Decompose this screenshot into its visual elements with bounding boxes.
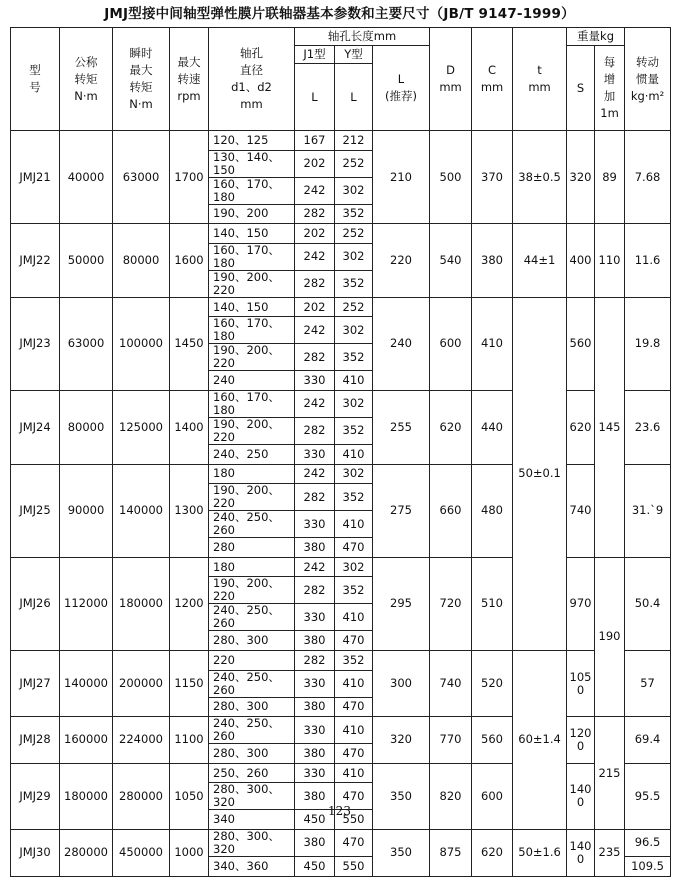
cell-model: JMJ24 xyxy=(11,390,60,464)
cell-l-y: 352 xyxy=(335,577,373,604)
cell-bore: 190、200、220 xyxy=(209,484,295,511)
cell-bore: 220 xyxy=(209,650,295,670)
cell-bore: 280、300 xyxy=(209,631,295,651)
cell-c: 370 xyxy=(472,131,513,224)
cell-l-y: 302 xyxy=(335,177,373,204)
cell-bore: 240 xyxy=(209,371,295,391)
cell-bore: 280 xyxy=(209,538,295,558)
cell-l-j1: 202 xyxy=(295,150,335,177)
cell-max-speed: 1200 xyxy=(170,557,209,650)
cell-per-meter: 110 xyxy=(595,224,625,298)
cell-c: 600 xyxy=(472,763,513,829)
cell-l-j1: 380 xyxy=(295,744,335,764)
cell-per-meter: 235 xyxy=(595,829,625,876)
cell-d: 600 xyxy=(430,297,472,390)
cell-bore: 190、200、220 xyxy=(209,344,295,371)
header-t: t mm xyxy=(513,28,567,131)
cell-c: 480 xyxy=(472,464,513,557)
cell-bore: 190、200、220 xyxy=(209,577,295,604)
cell-l-y: 410 xyxy=(335,371,373,391)
header-l-j1: L xyxy=(295,64,335,131)
cell-peak-torque: 280000 xyxy=(113,763,170,829)
cell-per-meter: 215 xyxy=(595,717,625,830)
cell-l-y: 410 xyxy=(335,604,373,631)
cell-nominal-torque: 160000 xyxy=(60,717,113,764)
cell-bore: 180 xyxy=(209,464,295,484)
cell-s: 560 xyxy=(567,297,595,390)
cell-l-recommended: 240 xyxy=(373,297,430,390)
cell-inertia: 23.6 xyxy=(625,390,671,464)
cell-l-y: 352 xyxy=(335,484,373,511)
table-row xyxy=(11,557,671,577)
cell-d: 820 xyxy=(430,763,472,829)
cell-l-j1: 380 xyxy=(295,783,335,810)
cell-l-j1: 242 xyxy=(295,177,335,204)
cell-l-y: 302 xyxy=(335,464,373,484)
cell-peak-torque: 224000 xyxy=(113,717,170,764)
cell-bore: 190、200、220 xyxy=(209,417,295,444)
cell-l-y: 302 xyxy=(335,243,373,270)
cell-l-j1: 330 xyxy=(295,444,335,464)
table-row xyxy=(11,464,671,484)
cell-inertia: 109.5 xyxy=(625,856,671,876)
coupling-parameter-table xyxy=(10,27,671,877)
cell-max-speed: 1400 xyxy=(170,390,209,464)
header-s: S xyxy=(567,46,595,131)
cell-nominal-torque: 112000 xyxy=(60,557,113,650)
cell-bore: 280、300 xyxy=(209,744,295,764)
cell-max-speed: 1300 xyxy=(170,464,209,557)
cell-t: 50±1.6 xyxy=(513,829,567,876)
cell-bore: 340、360 xyxy=(209,856,295,876)
cell-c: 560 xyxy=(472,717,513,764)
header-l-y: L xyxy=(335,64,373,131)
cell-s: 620 xyxy=(567,390,595,464)
cell-l-recommended: 210 xyxy=(373,131,430,224)
cell-l-j1: 450 xyxy=(295,810,335,830)
page-number: 123 xyxy=(328,804,351,818)
cell-c: 410 xyxy=(472,297,513,390)
table-row xyxy=(11,650,671,670)
header-inertia: 转动 惯量 kg·m² xyxy=(625,28,671,131)
cell-model: JMJ29 xyxy=(11,763,60,829)
cell-l-y: 352 xyxy=(335,650,373,670)
table-row xyxy=(11,131,671,151)
cell-d: 620 xyxy=(430,390,472,464)
cell-d: 500 xyxy=(430,131,472,224)
cell-c: 380 xyxy=(472,224,513,298)
cell-l-recommended: 320 xyxy=(373,717,430,764)
table-row xyxy=(11,297,671,317)
cell-l-recommended: 295 xyxy=(373,557,430,650)
cell-s: 400 xyxy=(567,224,595,298)
cell-t: 60±1.4 xyxy=(513,650,567,829)
cell-bore: 250、260 xyxy=(209,763,295,783)
cell-bore: 160、170、180 xyxy=(209,243,295,270)
cell-peak-torque: 100000 xyxy=(113,297,170,390)
cell-l-j1: 282 xyxy=(295,484,335,511)
cell-s: 105 0 xyxy=(567,650,595,716)
cell-s: 970 xyxy=(567,557,595,650)
table-row xyxy=(11,390,671,417)
cell-nominal-torque: 90000 xyxy=(60,464,113,557)
cell-l-j1: 282 xyxy=(295,577,335,604)
cell-l-j1: 242 xyxy=(295,390,335,417)
cell-model: JMJ26 xyxy=(11,557,60,650)
cell-d: 660 xyxy=(430,464,472,557)
cell-bore: 240、250 xyxy=(209,444,295,464)
cell-l-j1: 330 xyxy=(295,604,335,631)
header-peak-torque: 瞬时 最大 转矩 N·m xyxy=(113,28,170,131)
cell-max-speed: 1450 xyxy=(170,297,209,390)
header-d: D mm xyxy=(430,28,472,131)
cell-l-j1: 167 xyxy=(295,131,335,151)
cell-l-y: 302 xyxy=(335,390,373,417)
cell-nominal-torque: 63000 xyxy=(60,297,113,390)
cell-max-speed: 1150 xyxy=(170,650,209,716)
cell-l-recommended: 275 xyxy=(373,464,430,557)
cell-max-speed: 1700 xyxy=(170,131,209,224)
cell-bore: 120、125 xyxy=(209,131,295,151)
cell-l-y: 352 xyxy=(335,344,373,371)
cell-l-j1: 330 xyxy=(295,717,335,744)
cell-bore: 190、200 xyxy=(209,204,295,224)
cell-l-j1: 282 xyxy=(295,650,335,670)
cell-d: 875 xyxy=(430,829,472,876)
header-j1: J1型 xyxy=(295,46,335,64)
cell-d: 770 xyxy=(430,717,472,764)
cell-l-j1: 282 xyxy=(295,417,335,444)
cell-inertia: 96.5 xyxy=(625,829,671,856)
cell-bore: 160、170、180 xyxy=(209,317,295,344)
cell-l-j1: 242 xyxy=(295,464,335,484)
header-y: Y型 xyxy=(335,46,373,64)
cell-nominal-torque: 180000 xyxy=(60,763,113,829)
cell-l-y: 302 xyxy=(335,317,373,344)
cell-bore: 240、250、260 xyxy=(209,604,295,631)
cell-l-y: 252 xyxy=(335,297,373,317)
cell-l-j1: 330 xyxy=(295,511,335,538)
cell-nominal-torque: 40000 xyxy=(60,131,113,224)
cell-model: JMJ27 xyxy=(11,650,60,716)
header-c: C mm xyxy=(472,28,513,131)
cell-l-j1: 330 xyxy=(295,371,335,391)
cell-d: 740 xyxy=(430,650,472,716)
cell-l-j1: 380 xyxy=(295,631,335,651)
cell-max-speed: 1050 xyxy=(170,763,209,829)
cell-model: JMJ21 xyxy=(11,131,60,224)
cell-bore: 240、250、260 xyxy=(209,670,295,697)
cell-d: 720 xyxy=(430,557,472,650)
cell-l-y: 352 xyxy=(335,270,373,297)
cell-l-y: 470 xyxy=(335,697,373,717)
cell-model: JMJ23 xyxy=(11,297,60,390)
cell-l-y: 410 xyxy=(335,763,373,783)
cell-l-recommended: 350 xyxy=(373,829,430,876)
cell-bore: 180 xyxy=(209,557,295,577)
cell-l-y: 252 xyxy=(335,224,373,244)
cell-s: 740 xyxy=(567,464,595,557)
cell-c: 510 xyxy=(472,557,513,650)
cell-bore: 190、200、220 xyxy=(209,270,295,297)
cell-l-y: 352 xyxy=(335,204,373,224)
table-title: JMJ型接中间轴型弹性膜片联轴器基本参数和主要尺寸（JB/T 9147-1999） xyxy=(104,6,575,22)
cell-nominal-torque: 140000 xyxy=(60,650,113,716)
cell-t: 50±0.1 xyxy=(513,297,567,650)
cell-s: 140 0 xyxy=(567,829,595,876)
cell-peak-torque: 140000 xyxy=(113,464,170,557)
cell-s: 140 0 xyxy=(567,763,595,829)
cell-bore: 140、150 xyxy=(209,224,295,244)
cell-l-j1: 380 xyxy=(295,538,335,558)
cell-bore: 160、170、180 xyxy=(209,390,295,417)
cell-bore: 160、170、180 xyxy=(209,177,295,204)
cell-l-y: 410 xyxy=(335,511,373,538)
cell-model: JMJ28 xyxy=(11,717,60,764)
cell-bore: 140、150 xyxy=(209,297,295,317)
cell-inertia: 11.6 xyxy=(625,224,671,298)
cell-peak-torque: 80000 xyxy=(113,224,170,298)
cell-l-j1: 242 xyxy=(295,557,335,577)
cell-l-y: 302 xyxy=(335,557,373,577)
cell-inertia: 7.68 xyxy=(625,131,671,224)
table-row xyxy=(11,829,671,856)
cell-l-y: 470 xyxy=(335,631,373,651)
cell-nominal-torque: 80000 xyxy=(60,390,113,464)
cell-bore: 280、300 xyxy=(209,697,295,717)
cell-l-j1: 242 xyxy=(295,317,335,344)
cell-l-j1: 450 xyxy=(295,856,335,876)
cell-l-j1: 282 xyxy=(295,204,335,224)
cell-peak-torque: 63000 xyxy=(113,131,170,224)
cell-peak-torque: 200000 xyxy=(113,650,170,716)
cell-inertia: 95.5 xyxy=(625,763,671,829)
cell-inertia: 19.8 xyxy=(625,297,671,390)
cell-nominal-torque: 50000 xyxy=(60,224,113,298)
cell-per-meter: 89 xyxy=(595,131,625,224)
cell-l-y: 410 xyxy=(335,717,373,744)
cell-l-y: 470 xyxy=(335,783,373,810)
cell-c: 520 xyxy=(472,650,513,716)
cell-t: 44±1 xyxy=(513,224,567,298)
cell-l-y: 550 xyxy=(335,856,373,876)
cell-d: 540 xyxy=(430,224,472,298)
cell-l-y: 550 xyxy=(335,810,373,830)
cell-l-recommended: 300 xyxy=(373,650,430,716)
cell-inertia: 31.`9 xyxy=(625,464,671,557)
cell-l-j1: 202 xyxy=(295,224,335,244)
cell-bore: 240、250、260 xyxy=(209,717,295,744)
cell-l-y: 352 xyxy=(335,417,373,444)
cell-peak-torque: 125000 xyxy=(113,390,170,464)
cell-peak-torque: 180000 xyxy=(113,557,170,650)
cell-l-y: 212 xyxy=(335,131,373,151)
cell-inertia: 57 xyxy=(625,650,671,716)
header-bore: 轴孔 直径 d1、d2 mm xyxy=(209,28,295,131)
header-bore-length: 轴孔长度mm xyxy=(295,28,430,46)
header-weight: 重量kg xyxy=(567,28,625,46)
cell-peak-torque: 450000 xyxy=(113,829,170,876)
cell-l-recommended: 220 xyxy=(373,224,430,298)
cell-l-j1: 282 xyxy=(295,270,335,297)
cell-l-j1: 380 xyxy=(295,829,335,856)
cell-l-y: 470 xyxy=(335,829,373,856)
header-nominal-torque: 公称 转矩 N·m xyxy=(60,28,113,131)
cell-per-meter: 190 xyxy=(595,557,625,716)
cell-model: JMJ25 xyxy=(11,464,60,557)
cell-max-speed: 1000 xyxy=(170,829,209,876)
header-max-speed: 最大 转速 rpm xyxy=(170,28,209,131)
cell-model: JMJ30 xyxy=(11,829,60,876)
cell-l-j1: 282 xyxy=(295,344,335,371)
cell-bore: 240、250、260 xyxy=(209,511,295,538)
table-row xyxy=(11,763,671,783)
cell-max-speed: 1600 xyxy=(170,224,209,298)
cell-l-j1: 330 xyxy=(295,763,335,783)
cell-model: JMJ22 xyxy=(11,224,60,298)
header-per-meter: 每 增 加 1m xyxy=(595,46,625,131)
header-model: 型 号 xyxy=(11,28,60,131)
cell-l-recommended: 350 xyxy=(373,763,430,829)
cell-l-j1: 380 xyxy=(295,697,335,717)
cell-l-y: 410 xyxy=(335,670,373,697)
header-l-recommended: L (推荐) xyxy=(373,46,430,131)
cell-inertia: 69.4 xyxy=(625,717,671,764)
cell-per-meter: 145 xyxy=(595,297,625,557)
cell-l-j1: 330 xyxy=(295,670,335,697)
cell-l-y: 410 xyxy=(335,444,373,464)
cell-l-j1: 242 xyxy=(295,243,335,270)
cell-bore: 280、300、320 xyxy=(209,829,295,856)
cell-s: 120 0 xyxy=(567,717,595,764)
cell-s: 320 xyxy=(567,131,595,224)
table-row xyxy=(11,224,671,244)
cell-l-y: 470 xyxy=(335,538,373,558)
cell-max-speed: 1100 xyxy=(170,717,209,764)
cell-bore: 130、140、150 xyxy=(209,150,295,177)
cell-l-y: 470 xyxy=(335,744,373,764)
cell-l-y: 252 xyxy=(335,150,373,177)
cell-bore: 280、300、320 xyxy=(209,783,295,810)
cell-inertia: 50.4 xyxy=(625,557,671,650)
cell-c: 440 xyxy=(472,390,513,464)
cell-c: 620 xyxy=(472,829,513,876)
cell-t: 38±0.5 xyxy=(513,131,567,224)
cell-nominal-torque: 280000 xyxy=(60,829,113,876)
cell-l-j1: 202 xyxy=(295,297,335,317)
cell-l-recommended: 255 xyxy=(373,390,430,464)
table-row xyxy=(11,717,671,744)
cell-bore: 340 xyxy=(209,810,295,830)
